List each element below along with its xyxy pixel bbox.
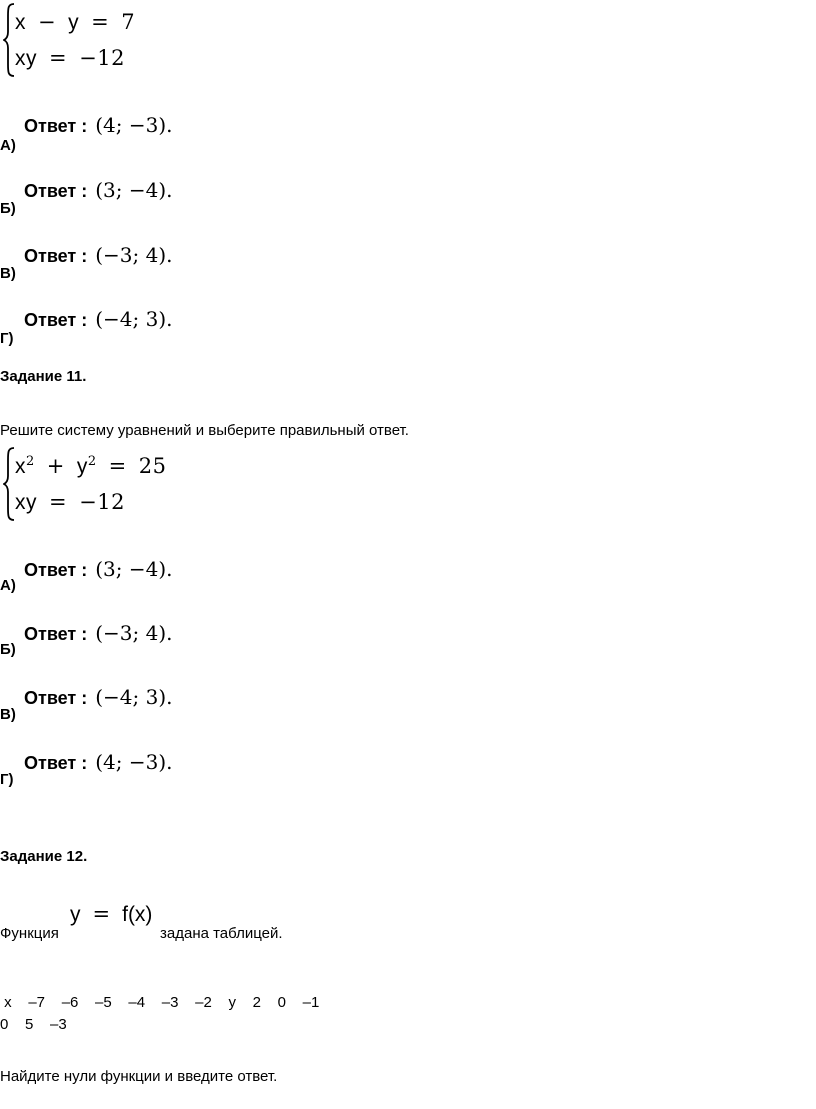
option-letter: В) <box>0 265 16 282</box>
task-12-function-text <box>0 925 59 942</box>
answer-label: Ответ : <box>24 246 88 266</box>
answer-value: (4; −3). <box>95 750 173 774</box>
function-table-row-2: 0 5 –3 <box>0 1016 67 1033</box>
answer-value: (−3; 4). <box>95 621 173 645</box>
task-12-title: Задание 12. <box>0 848 88 865</box>
option-letter: В) <box>0 706 16 723</box>
equation-1: x − y = 7 <box>15 10 136 34</box>
answer-value: (3; −4). <box>95 178 173 202</box>
equation-2: xy = −12 <box>15 46 125 70</box>
task-12-instruction: Найдите нули функции и введите ответ. <box>0 1068 278 1085</box>
answer-label: Ответ : <box>24 624 88 644</box>
option-letter: Г) <box>0 771 14 788</box>
option-letter: Б) <box>0 641 16 658</box>
answer-label: Ответ : <box>24 753 88 773</box>
task-11-title: Задание 11. <box>0 368 87 385</box>
answer-value: (4; −3). <box>95 113 173 137</box>
task-11-prompt: Решите систему уравнений и выберите правильный ответ. <box>0 422 409 439</box>
answer-value: (−4; 3). <box>95 685 173 709</box>
option-letter: Б) <box>0 200 16 217</box>
answer-value: (3; −4). <box>95 557 173 581</box>
option-letter: А) <box>0 137 16 154</box>
answer-value: (−3; 4). <box>95 243 173 267</box>
answer-value: (−4; 3). <box>95 307 173 331</box>
curly-brace-icon <box>3 2 15 78</box>
equation-2: xy = −12 <box>15 490 125 514</box>
answer-label: Ответ : <box>24 560 88 580</box>
answer-label: Ответ : <box>24 310 88 330</box>
function-table-row-1: x –7 –6 –5 –4 –3 –2 y 2 0 –1 <box>0 994 320 1011</box>
curly-brace-icon <box>3 446 15 522</box>
option-letter: Г) <box>0 330 14 347</box>
text-before: Функция <box>0 925 59 942</box>
option-letter: А) <box>0 577 16 594</box>
equation-1: $x^2 + y^2 = 25$ <box>15 454 167 478</box>
answer-label: Ответ : <box>24 688 88 708</box>
text-after: задана таблицей. <box>160 925 283 942</box>
function-formula: y = f(x) <box>70 902 153 926</box>
answer-label: Ответ : <box>24 181 88 201</box>
answer-label: Ответ : <box>24 116 88 136</box>
